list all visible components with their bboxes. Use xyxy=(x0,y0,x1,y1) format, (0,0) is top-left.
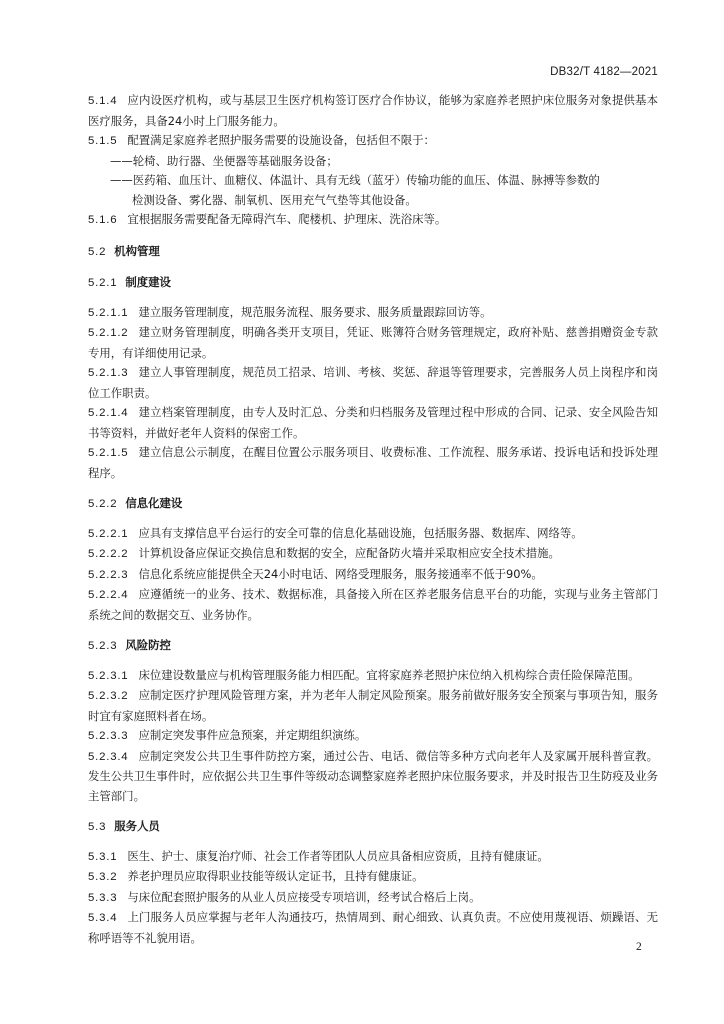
clause-number: 5.2.1.5 xyxy=(88,447,129,459)
clause-5-2-1-1 xyxy=(88,303,658,324)
clause-text: 养老护理员应取得职业技能等级认定证书，且持有健康证。 xyxy=(127,869,424,883)
clause-text: 应遵循统一的业务、技术、数据标准，具备接入所在区养老服务信息平台的功能，实现与业务主管部门系统之间的数据交互、业务协作。 xyxy=(88,587,658,622)
clause-number: 5.2.1.1 xyxy=(88,306,129,319)
clause-5-2-3-4 xyxy=(88,747,658,807)
heading-title: 机构管理 xyxy=(114,243,160,258)
clause-number: 5.2.2.2 xyxy=(88,548,129,560)
list-item-medical-equipment-cont: 检测设备、雾化器、制氧机、医用充气气垫等其他设备。 xyxy=(132,192,417,207)
clause-text: 建立财务管理制度，明确各类开支项目，凭证、账簿符合财务管理规定，政府补贴、慈善捐赠资金专款专用，有详细使用记录。 xyxy=(88,325,658,360)
clause-5-2-3-3 xyxy=(88,726,658,747)
heading-number: 5.2.1 xyxy=(88,277,118,289)
clause-number: 5.2.1.4 xyxy=(88,407,129,419)
heading-number: 5.2.3 xyxy=(88,640,118,652)
clause-5-2-3-2 xyxy=(88,686,658,726)
clause-5-3-3 xyxy=(88,888,658,909)
clause-text: 建立信息公示制度，在醒目位置公示服务项目、收费标准、工作流程、服务承诺、投诉电话和投诉处理程序。 xyxy=(88,445,658,480)
heading-title: 风险防控 xyxy=(125,638,171,652)
heading-title: 服务人员 xyxy=(114,819,160,833)
clause-number: 5.2.2.4 xyxy=(88,589,129,601)
heading-5-2-1 xyxy=(88,273,658,294)
clause-5-3-4 xyxy=(88,908,658,948)
page-number: 2 xyxy=(636,941,642,953)
clause-text: 建立档案管理制度，由专人及时汇总、分类和归档服务及管理过程中形成的合同、记录、安全风险告知书等资料，并做好老年人资料的保密工作。 xyxy=(88,405,658,440)
clause-number: 5.3.2 xyxy=(88,871,118,883)
clause-text: 建立人事管理制度，规范员工招录、培训、考核、奖惩、辞退等管理要求，完善服务人员上岗程序和岗位工作职责。 xyxy=(88,365,658,400)
clause-5-2-1-2 xyxy=(88,323,658,363)
heading-number: 5.3 xyxy=(88,821,107,833)
clause-number: 5.2.3.3 xyxy=(88,730,129,742)
clause-number: 5.1.5 xyxy=(88,135,118,147)
clause-text: 应制定医疗护理风险管理方案，并为老年人制定风险预案。服务前做好服务安全预案与事项告知，服务时宜有家庭照料者在场。 xyxy=(88,688,658,723)
clause-5-2-3-1 xyxy=(88,666,658,687)
clause-text: 计算机设备应保证交换信息和数据的安全，应配备防火墙并采取相应安全技术措施。 xyxy=(138,546,560,560)
heading-number: 5.2.2 xyxy=(88,498,118,510)
clause-5-1-6 xyxy=(88,210,658,231)
clause-number: 5.2.1.2 xyxy=(88,327,129,339)
clause-number: 5.3.4 xyxy=(88,912,118,924)
clause-number: 5.2.3.4 xyxy=(88,750,129,763)
list-item-medical-equipment: ——医药箱、血压计、血糖仪、体温计、具有无线（蓝牙）传输功能的血压、体温、脉搏等参数的 xyxy=(110,173,600,187)
clause-5-3-2 xyxy=(88,867,658,888)
heading-title: 制度建设 xyxy=(125,275,171,289)
clause-5-2-1-3 xyxy=(88,363,658,403)
heading-5-2-2 xyxy=(88,494,658,515)
heading-5-2 xyxy=(88,242,658,263)
document-code-header: DB32/T 4182—2021 xyxy=(550,66,658,78)
clause-5-2-1-5 xyxy=(88,443,658,483)
clause-number: 5.2.2.1 xyxy=(88,527,129,540)
clause-number: 5.2.1.3 xyxy=(88,367,129,379)
clause-number: 5.2.3.2 xyxy=(88,690,129,702)
list-item-basic-equipment: ——轮椅、助行器、坐便器等基础服务设备； xyxy=(110,153,338,168)
clause-number: 5.2.2.3 xyxy=(88,568,129,581)
clause-text: 应具有支撑信息平台运行的安全可靠的信息化基础设施，包括服务器、数据库、网络等。 xyxy=(138,525,583,540)
clause-5-1-4 xyxy=(88,91,658,131)
clause-text: 床位建设数量应与机构管理服务能力相匹配。宜将家庭养老照护床位纳入机构综合责任险保障范围。 xyxy=(138,667,640,682)
heading-number: 5.2 xyxy=(88,245,107,258)
clause-5-2-2-3 xyxy=(88,565,658,586)
document-body xyxy=(88,91,658,948)
clause-text: 建立服务管理制度，规范服务流程、服务要求、服务质量跟踪回访等。 xyxy=(138,304,492,319)
clause-text: 宜根据服务需要配备无障碍汽车、爬楼机、护理床、洗浴床等。 xyxy=(127,212,447,226)
clause-5-3-1 xyxy=(88,847,658,868)
heading-title: 信息化建设 xyxy=(125,496,183,510)
clause-5-2-2-1 xyxy=(88,524,658,545)
clause-number: 5.3.3 xyxy=(88,891,118,904)
clause-number: 5.1.6 xyxy=(88,214,118,226)
clause-5-2-1-4 xyxy=(88,403,658,443)
heading-5-2-3 xyxy=(88,636,658,657)
clause-text: 医生、护士、康复治疗师、社会工作者等团队人员应具备相应资质，且持有健康证。 xyxy=(127,848,549,863)
clause-text: 与床位配套照护服务的从业人员应接受专项培训，经考试合格后上岗。 xyxy=(127,889,481,904)
clause-number: 5.3.1 xyxy=(88,850,118,863)
clause-number: 5.1.4 xyxy=(88,95,118,107)
clause-text: 应内设医疗机构，或与基层卫生医疗机构签订医疗合作协议，能够为家庭养老照护床位服务对象提供基本医疗服务，具备24小时上门服务能力。 xyxy=(88,93,658,128)
clause-text: 配置满足家庭养老照护服务需要的设施设备，包括但不限于： xyxy=(127,133,435,147)
clause-5-2-2-4 xyxy=(88,585,658,625)
clause-5-2-2-2 xyxy=(88,544,658,565)
clause-5-1-5 xyxy=(88,131,658,152)
clause-number: 5.2.3.1 xyxy=(88,669,129,682)
clause-text: 应制定突发公共卫生事件防控方案，通过公告、电话、微信等多种方式向老年人及家属开展科普宣教。发生公共卫生事件时，应依据公共卫生事件等级动态调整家庭养老照护床位服务要求，并及时报告卫生防疫及业务主管部门。 xyxy=(88,748,658,803)
clause-text: 应制定突发事件应急预案，并定期组织演练。 xyxy=(138,728,367,742)
clause-text: 信息化系统应能提供全天24小时电话、网络受理服务，服务接通率不低于90%。 xyxy=(138,566,543,581)
clause-text: 上门服务人员应掌握与老年人沟通技巧，热情周到、耐心细致、认真负责。不应使用蔑视语、烦躁语、无称呼语等不礼貌用语。 xyxy=(88,910,658,945)
heading-5-3 xyxy=(88,817,658,838)
